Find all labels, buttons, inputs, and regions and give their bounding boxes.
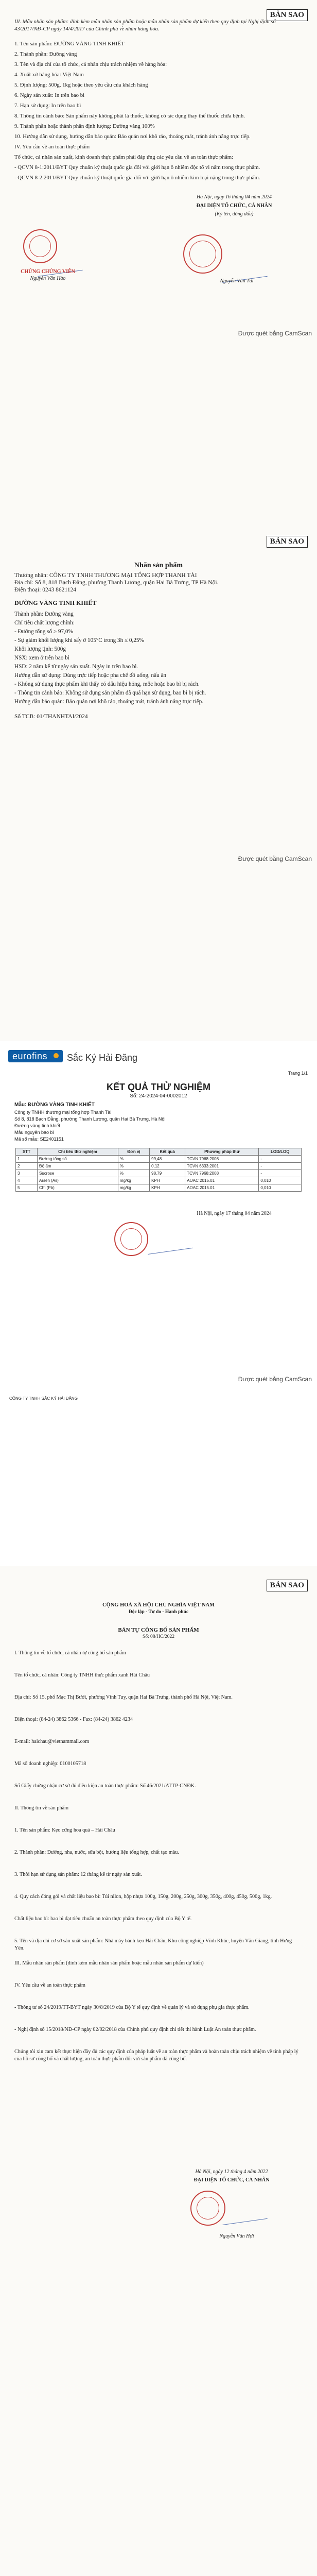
document-page-2	[0, 520, 317, 1041]
copy-badge: BẢN SAO	[267, 1580, 308, 1591]
table-cell: AOAC 2015.01	[185, 1177, 259, 1184]
table-cell: Đường tổng số	[38, 1156, 118, 1163]
table-header-cell: Phương pháp thử	[185, 1148, 259, 1156]
table-cell: %	[118, 1156, 149, 1163]
table-cell: 3	[16, 1170, 38, 1177]
text-line: - Thông tư số 24/2019/TT-BYT ngày 30/8/2019 của Bộ Y tế quy định về quản lý và sử dụng phụ gia thực phẩm.	[14, 2005, 250, 2010]
table-cell: Chì (Pb)	[38, 1184, 118, 1192]
scan-footer: Được quét bằng CamScan	[238, 1376, 312, 1383]
copy-badge: BẢN SAO	[267, 536, 308, 548]
table-row	[16, 1163, 302, 1170]
lab-footer: CÔNG TY TNHH SẮC KÝ HẢI ĐĂNG	[9, 1396, 78, 1401]
document-page-4	[0, 1566, 317, 2576]
standard-number: Số TCB: 01/THANHTAI/2024	[14, 714, 88, 720]
table-cell: Arsen (As)	[38, 1177, 118, 1184]
document-page-3	[0, 1041, 317, 1566]
text-line: Chỉ tiêu chất lượng chính:	[14, 620, 75, 626]
org-subtitle: (Ký tên, đóng dấu)	[215, 211, 254, 217]
text-line: Tổ chức, cá nhân sản xuất, kinh doanh thực phẩm phải đáp ứng các yêu cầu về an toàn thực phẩm:	[14, 154, 234, 160]
report-signature	[146, 1232, 192, 1255]
text-line: IV. Yêu cầu về an toàn thực phẩm	[14, 1982, 85, 1988]
table-cell: 0,010	[259, 1184, 302, 1192]
table-cell: %	[118, 1163, 149, 1170]
text-line: Chúng tôi xin cam kết thực hiện đầy đủ các quy định của pháp luật về an toàn thực phẩm và hoàn toàn chịu trách nhiệm về tính pháp lý của hồ sơ công bố và chất lượng, an toàn thực phẩm đối với sản phẩm đã công bố.	[14, 2049, 298, 2062]
table-cell: 0,010	[259, 1177, 302, 1184]
text-line: - Không sử dụng thực phẩm khi thấy có dấu hiệu hỏng, mốc hoặc bao bì bị rách.	[14, 681, 200, 687]
place-date: Hà Nội, ngày 12 tháng 4 năm 2022	[195, 2169, 268, 2175]
eurofins-logo: eurofins	[8, 1050, 63, 1062]
sample-title: Mẫu: ĐƯỜNG VÀNG TINH KHIẾT	[14, 1102, 95, 1108]
text-line: HSD: 2 năm kể từ ngày sản xuất. Ngày in trên bao bì.	[14, 664, 138, 670]
national-title: CỘNG HOÀ XÃ HỘI CHỦ NGHĨA VIỆT NAM	[102, 1602, 215, 1608]
table-cell: mg/kg	[118, 1177, 149, 1184]
text-line: 10. Hướng dẫn sử dụng, hướng dẫn bảo quản: Bảo quản nơi khô ráo, thoáng mát, tránh ánh nắng trực tiếp.	[14, 133, 251, 140]
table-header-cell: Kết quả	[150, 1148, 185, 1156]
text-line: Tên tổ chức, cá nhân: Công ty TNHH thực phẩm xanh Hải Châu	[14, 1672, 150, 1678]
results-table	[15, 1148, 302, 1192]
phone-line: Điện thoại: 0243 8621124	[14, 587, 76, 593]
text-line: II. Thông tin về sản phẩm	[14, 1805, 69, 1811]
text-line: 2. Thành phần: Đường vàng	[14, 51, 77, 57]
report-date: Hà Nội, ngày 17 tháng 04 năm 2024	[197, 1211, 272, 1216]
table-cell: AOAC 2015.01	[185, 1184, 259, 1192]
table-cell: KPH	[150, 1177, 185, 1184]
signer-name: Nguyễn Văn Tài	[220, 278, 254, 284]
table-header-cell: Đơn vị	[118, 1148, 149, 1156]
lab-number: Mã số mẫu: SE2401151	[14, 1137, 64, 1142]
text-line: 3. Thời hạn sử dụng sản phẩm: 12 tháng kể từ ngày sản xuất.	[14, 1872, 142, 1877]
table-cell: %	[118, 1170, 149, 1177]
sample-description: Đường vàng tinh khiết	[14, 1123, 60, 1128]
text-line: 7. Hạn sử dụng: In trên bao bì	[14, 103, 81, 109]
text-line: - Sự giảm khối lượng khi sấy ở 105°C trong 3h ≤ 0,25%	[14, 637, 144, 643]
table-cell: 1	[16, 1156, 38, 1163]
table-row	[16, 1177, 302, 1184]
table-header-row	[16, 1148, 302, 1156]
table-cell: -	[259, 1163, 302, 1170]
text-line: 5. Tên và địa chỉ cơ sở sản xuất sản phẩm: Nhà máy bánh kẹo Hải Châu, Khu công nghiệp Vĩnh Khúc, huyện Văn Giang, tỉnh Hưng Yên.	[14, 1938, 292, 1951]
text-line: Hướng dẫn bảo quản: Bảo quản nơi khô ráo, thoáng mát, tránh ánh nắng trực tiếp.	[14, 699, 203, 705]
place-date: Hà Nội, ngày 16 tháng 04 năm 2024	[196, 194, 272, 200]
text-line: 4. Xuất xứ hàng hóa: Việt Nam	[14, 72, 84, 78]
customer-name: Công ty TNHH thương mại tổng hợp Thanh Tài	[14, 1110, 112, 1115]
text-line: 3. Tên và địa chỉ của tổ chức, cá nhân chịu trách nhiệm về hàng hóa:	[14, 61, 167, 67]
table-cell: Độ ẩm	[38, 1163, 118, 1170]
text-line: E-mail: haichau@vietnammail.com	[14, 1739, 90, 1744]
text-line: 4. Quy cách đóng gói và chất liệu bao bì: Túi nilon, hộp nhựa 100g, 150g, 200g, 250g, 300g, 350g, 400g, 450g, 500g, 1kg.	[14, 1894, 272, 1900]
scan-footer: Được quét bằng CamScan	[238, 855, 312, 862]
notary-name: Nguyễn Văn Hào	[30, 276, 66, 281]
company-stamp	[183, 234, 222, 274]
table-header-cell: Chỉ tiêu thử nghiệm	[38, 1148, 118, 1156]
sample-status: Mẫu nguyên bao bì	[14, 1130, 55, 1135]
text-line: - Nghị định số 15/2018/NĐ-CP ngày 02/02/2018 của Chính phủ quy định chi tiết thi hành Luật An toàn thực phẩm.	[14, 2027, 256, 2032]
page-title: Nhãn sản phẩm	[134, 562, 183, 569]
sign-title: ĐẠI DIỆN TỔ CHỨC, CÁ NHÂN	[193, 2177, 270, 2183]
company-subtitle: Sắc Ký Hải Đăng	[67, 1053, 138, 1063]
table-cell: 98,79	[150, 1170, 185, 1177]
customer-address: Số 8, 818 Bạch Đằng, phường Thanh Lương, quận Hai Bà Trưng, Hà Nội	[14, 1116, 166, 1122]
table-cell: -	[259, 1170, 302, 1177]
table-cell: TCVN 6333:2001	[185, 1163, 259, 1170]
report-title: KẾT QUẢ THỬ NGHIỆM	[107, 1082, 210, 1092]
table-row	[16, 1156, 302, 1163]
table-row	[16, 1184, 302, 1192]
company-stamp	[190, 2191, 225, 2226]
text-line: Khối lượng tịnh: 500g	[14, 646, 66, 652]
text-line: NSX: xem ở trên bao bì	[14, 655, 69, 661]
address-line: Địa chỉ: Số 8, 818 Bạch Đằng, phường Thanh Lương, quận Hai Bà Trưng, TP Hà Nội.	[14, 580, 219, 586]
text-line: III. Mẫu nhãn sản phẩm (đính kèm mẫu nhãn sản phẩm hoặc mẫu nhãn sản phẩm dự kiến)	[14, 1960, 204, 1966]
label-intro: III. Mẫu nhãn sản phẩm: đính kèm mẫu nhãn sản phẩm hoặc mẫu nhãn sản phẩm dự kiến theo quy định tại Nghị định số 43/2017/NĐ-CP ngày 14/4/2017 của Chính phủ về nhãn hàng hóa.	[14, 19, 276, 32]
table-cell: Sucrose	[38, 1170, 118, 1177]
text-line: Chất liệu bao bì: bao bì đạt tiêu chuẩn an toàn thực phẩm theo quy định của Bộ Y tế.	[14, 1916, 192, 1922]
text-line: Thành phần: Đường vàng	[14, 611, 74, 617]
report-number: Số: 24-2024-04-0002012	[130, 1093, 187, 1099]
text-line: IV. Yêu cầu về an toàn thực phẩm	[14, 144, 90, 150]
text-line: 6. Ngày sản xuất: In trên bao bì	[14, 92, 85, 98]
text-line: Điện thoại: (84-24) 3862 5366 - Fax: (84-24) 3862 4234	[14, 1717, 133, 1722]
text-line: - Đường tổng số ≥ 97,0%	[14, 629, 73, 635]
table-cell: 2	[16, 1163, 38, 1170]
document-number: Số: 08/HC/2022	[142, 1634, 175, 1639]
table-cell: 0,12	[150, 1163, 185, 1170]
text-line: 5. Định lượng: 500g, 1kg hoặc theo yêu cầu của khách hàng	[14, 82, 148, 88]
report-stamp	[114, 1222, 148, 1256]
table-cell: 4	[16, 1177, 38, 1184]
signer-name: Nguyễn Văn Hợi	[219, 2233, 254, 2239]
table-header-cell: LOD/LOQ	[259, 1148, 302, 1156]
text-line: 1. Tên sản phẩm: ĐƯỜNG VÀNG TINH KHIẾT	[14, 41, 125, 47]
company-line: Thương nhân: CÔNG TY TNHH THƯƠNG MẠI TỔNG HỢP THANH TÀI	[14, 572, 197, 579]
text-line: Địa chỉ: Số 15, phố Mạc Thị Bưởi, phường Vĩnh Tuy, quận Hai Bà Trưng, thành phố Hà Nội, Việt Nam.	[14, 1694, 233, 1700]
notary-caption: CHỨNG CHỨNG VIÊN	[21, 269, 75, 275]
text-line: 2. Thành phần: Đường, nha, nước, sữa bột, hương liệu tổng hợp, chất tạo màu.	[14, 1850, 179, 1855]
product-title: ĐƯỜNG VÀNG TINH KHIẾT	[14, 599, 97, 606]
text-line: Số Giấy chứng nhận cơ sở đủ điều kiện an toàn thực phẩm: Số 46/2021/ATTP-CNĐK.	[14, 1783, 196, 1789]
copy-badge: BẢN SAO	[267, 9, 308, 21]
scan-footer: Được quét bằng CamScan	[238, 330, 312, 337]
text-line: 1. Tên sản phẩm: Kẹo cứng hoa quả – Hải Châu	[14, 1827, 115, 1833]
document-page-1	[0, 0, 317, 520]
table-cell: TCVN 7968:2008	[185, 1170, 259, 1177]
table-row	[16, 1170, 302, 1177]
text-line: 8. Thông tin cảnh báo: Sản phẩm này không phải là thuốc, không có tác dụng thay thế thuốc chữa bệnh.	[14, 113, 245, 119]
motto: Độc lập - Tự do - Hạnh phúc	[128, 1609, 189, 1615]
text-line: I. Thông tin về tổ chức, cá nhân tự công bố sản phẩm	[14, 1650, 126, 1656]
table-cell: 99,48	[150, 1156, 185, 1163]
text-line: - QCVN 8-1:2011/BYT Quy chuẩn kỹ thuật quốc gia đối với giới hạn ô nhiễm độc tố vi nấm trong thực phẩm.	[14, 164, 260, 171]
page-title: BẢN TỰ CÔNG BỐ SẢN PHẨM	[118, 1627, 199, 1633]
org-title: ĐẠI DIỆN TỔ CHỨC, CÁ NHÂN	[196, 203, 272, 209]
table-cell: TCVN 7968:2008	[185, 1156, 259, 1163]
text-line: - QCVN 8-2:2011/BYT Quy chuẩn kỹ thuật quốc gia đối với giới hạn ô nhiễm kim loại nặng trong thực phẩm.	[14, 175, 260, 181]
text-line: Hướng dẫn sử dụng: Dùng trực tiếp hoặc pha chế đồ uống, nấu ăn	[14, 672, 167, 679]
table-cell: 5	[16, 1184, 38, 1192]
text-line: - Thông tin cảnh báo: Không sử dụng sản phẩm đã quá hạn sử dụng, bao bì bị rách.	[14, 690, 206, 696]
table-cell: mg/kg	[118, 1184, 149, 1192]
page-number: Trang 1/1	[288, 1071, 308, 1076]
text-line: 9. Thành phần hoặc thành phần định lượng: Đường vàng 100%	[14, 123, 155, 129]
table-header-cell: STT	[16, 1148, 38, 1156]
table-cell: -	[259, 1156, 302, 1163]
signer-signature	[220, 2203, 267, 2225]
table-cell: KPH	[150, 1184, 185, 1192]
text-line: Mã số doanh nghiệp: 0100105718	[14, 1761, 86, 1767]
